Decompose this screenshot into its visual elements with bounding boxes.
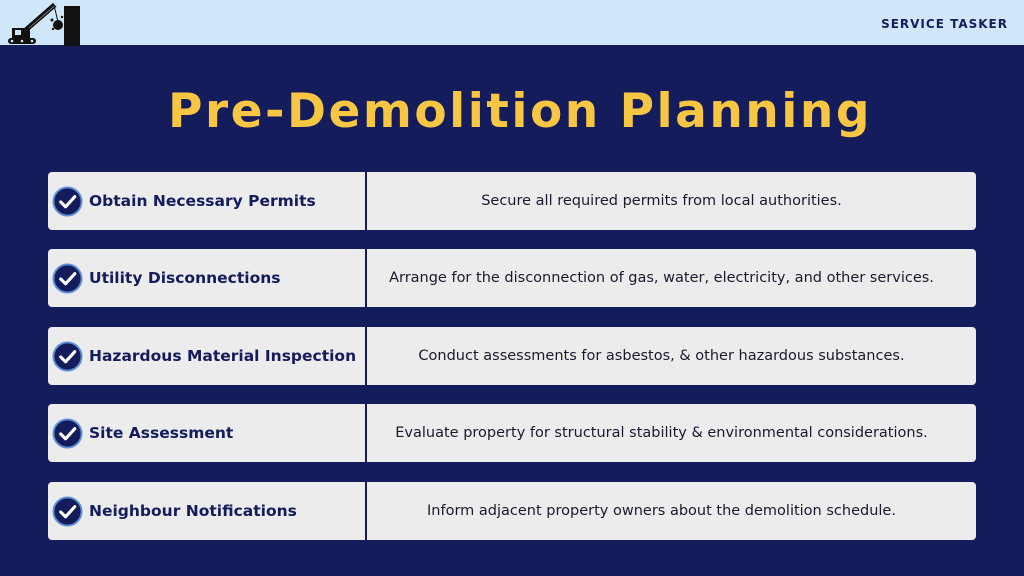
list-item-heading: Utility Disconnections [89,269,281,287]
list-item-heading: Site Assessment [89,424,234,442]
check-circle-icon [52,186,83,217]
check-circle-icon [52,418,83,449]
list-item [48,249,976,307]
page-title: Pre-Demolition Planning [168,84,872,139]
check-circle-icon [52,496,83,527]
list-item [48,482,976,540]
check-circle-icon [52,263,83,294]
list-item [48,172,976,230]
list-item-description: Evaluate property for structural stability & environmental considerations. [395,425,928,441]
list-item-description-cell [367,327,976,385]
list-item-description-cell [367,249,976,307]
list-item-heading: Obtain Necessary Permits [89,192,316,210]
check-circle-icon [52,341,83,372]
list-item-description: Conduct assessments for asbestos, & other hazardous substances. [418,348,905,364]
list-item-heading: Hazardous Material Inspection [89,347,357,365]
brand-name: SERVICE TASKER [881,17,1008,31]
list-item-description: Inform adjacent property owners about the demolition schedule. [427,503,896,519]
list-item-description-cell [367,482,976,540]
list-item-heading: Neighbour Notifications [89,502,297,520]
list-item-heading-cell [48,249,367,307]
list-item [48,327,976,385]
list-item [48,404,976,462]
list-item-description-cell [367,404,976,462]
header-bar [0,0,1024,45]
list-item-description: Arrange for the disconnection of gas, water, electricity, and other services. [389,270,934,286]
list-item-heading-cell [48,327,367,385]
list-item-description: Secure all required permits from local authorities. [481,193,842,209]
list-item-description-cell [367,172,976,230]
excavator-wrecking-ball-logo [6,2,82,46]
list-item-heading-cell [48,172,367,230]
list-item-heading-cell [48,482,367,540]
list-item-heading-cell [48,404,367,462]
